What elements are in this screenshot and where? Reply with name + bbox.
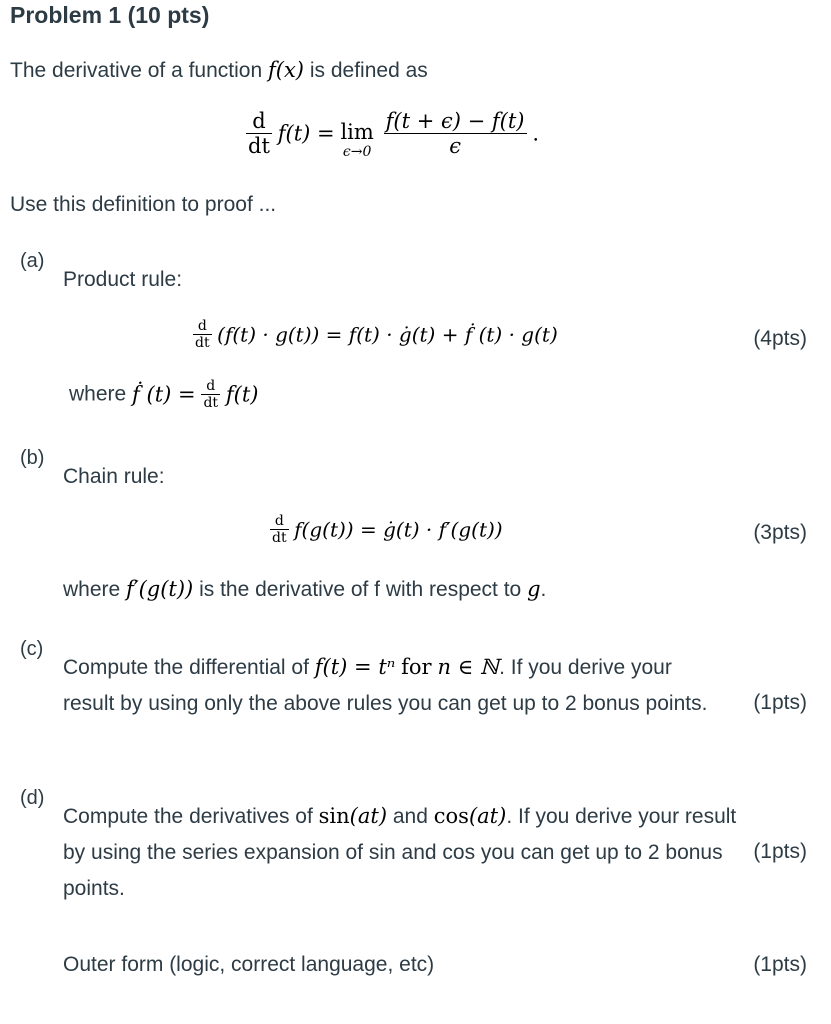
outer-form-text: Outer form (logic, correct language, etc) [63,953,435,976]
part-a-d-den: dt [195,335,210,351]
part-c-label: (c) [20,638,44,660]
part-a-d-frac [193,318,212,351]
part-a-where-d-den: dt [203,395,219,411]
part-b-where-text: where [63,578,121,601]
part-d-text1: Compute the derivatives of [63,805,313,828]
part-a-equation [193,318,558,351]
part-a-heading: Product rule: [63,268,183,291]
outer-form-points: (1pts) [753,953,807,976]
part-b-where [63,577,546,602]
part-a-where-d-num: d [201,378,220,395]
part-b-where-period: . [540,578,547,601]
part-c-math1: f(t) = tⁿ [314,655,396,679]
definition-period: . [532,121,540,146]
part-c-for: for [401,655,432,679]
part-c-math2: n ∈ ℕ [437,655,500,679]
definition-lhs: f(t) = [277,121,335,146]
part-a-where-d-frac [201,378,220,411]
part-b-where-end: is the derivative of f with respect to [199,578,522,601]
part-a-label: (a) [20,250,45,272]
part-c-points: (1pts) [753,691,807,714]
part-b-d-frac [270,513,289,546]
definition-lim-word: lim [340,120,374,144]
part-b-points: (3pts) [753,521,807,544]
definition-d-num: d [246,109,272,134]
part-a-where-text: where [69,382,127,406]
part-d-cos-arg: (at) [468,804,507,828]
part-a-points: (4pts) [753,327,807,350]
part-d-text [63,798,738,907]
definition-denominator: ϵ [449,134,461,158]
part-b-heading: Chain rule: [63,465,165,488]
definition-equation [246,108,539,159]
intro-text: The derivative of a function [10,59,263,82]
part-a-where [69,378,258,411]
instruction-text: Use this definition to proof ... [10,193,277,216]
part-c-text2: . If you derive your result by using only the above rules you can get up to 2 bonus points. [63,656,708,715]
definition-lim-sub: ϵ→0 [342,144,372,160]
part-b-d-den: dt [272,530,287,546]
problem-title: Problem 1 (10 pts) [10,2,210,28]
part-c-text [63,649,728,722]
part-b-equation [270,513,503,546]
part-d-points: (1pts) [753,840,807,863]
definition-fraction [384,109,527,158]
part-b-where-var: g [527,577,541,601]
definition-lim [340,122,373,159]
part-b-d-num: d [270,513,289,530]
intro-line [10,58,428,83]
part-b-where-math: f′(g(t)) [126,577,194,601]
part-a-where-math: ḟ (t) = [132,382,196,407]
definition-numerator: f(t + ϵ) − f(t) [385,109,525,133]
part-a-where-math-end: f(t) [225,382,259,407]
part-b-equation-body: f(g(t)) = ġ(t) · f′(g(t)) [294,517,503,542]
part-d-cos: cos [433,804,469,828]
part-a-equation-body: (f(t) · g(t)) = f(t) · ġ(t) + ḟ (t) · g(t) [217,322,558,347]
definition-d-frac [246,109,272,158]
part-d-and: and [392,805,428,828]
intro-end: is defined as [309,59,428,82]
part-c-text1: Compute the differential of [63,656,309,679]
definition-d-den: dt [248,134,270,158]
part-d-sin: sin [318,804,350,828]
part-a-d-num: d [193,318,212,335]
intro-fx: f(x) [268,58,305,82]
part-d-label: (d) [20,787,45,809]
part-d-sin-arg: (at) [349,804,388,828]
part-d-text2: . If you derive your result by using the series expansion of sin and cos you can get up to 2 bonus points. [63,805,737,900]
part-b-label: (b) [20,447,45,469]
